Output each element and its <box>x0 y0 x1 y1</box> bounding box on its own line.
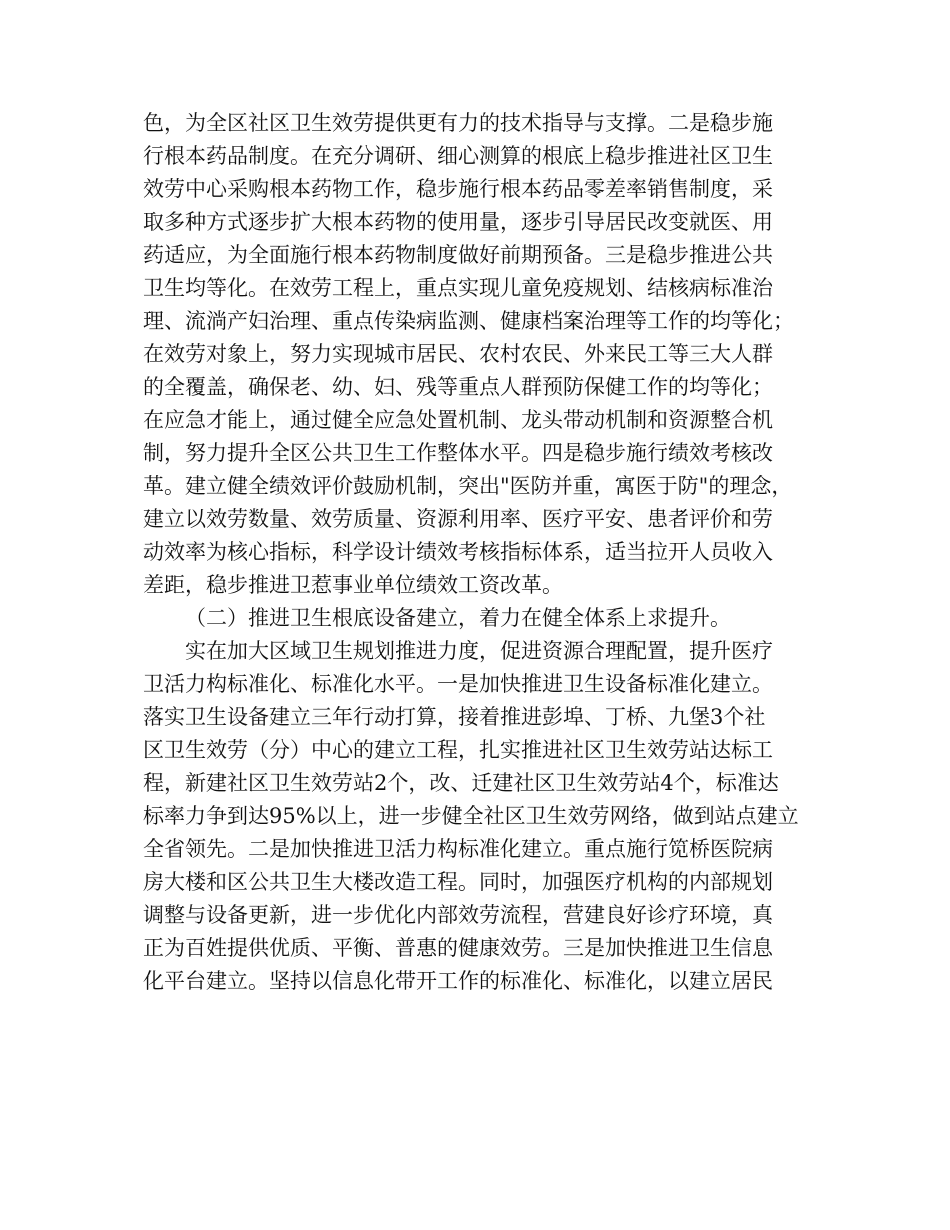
section-heading: （二）推进卫生根底设备建立，着力在健全体系上求提升。 <box>185 606 731 630</box>
paragraph-line: 化平台建立。坚持以信息化带开工作的标准化、标准化，以建立居民 <box>143 969 773 993</box>
document-body <box>143 107 843 998</box>
paragraph-line: 制，努力提升全区公共卫生工作整体水平。四是稳步施行绩效考核改 <box>143 441 773 465</box>
paragraph-line: 建立以效劳数量、效劳质量、资源利用率、医疗平安、患者评价和劳 <box>143 507 773 531</box>
paragraph-line: 卫生均等化。在效劳工程上，重点实现儿童免疫规划、结核病标准治 <box>143 276 773 300</box>
paragraph-line: 在应急才能上，通过健全应急处置机制、龙头带动机制和资源整合机 <box>143 408 773 432</box>
paragraph-line: 程，新建社区卫生效劳站2个，改、迁建社区卫生效劳站4个，标准达 <box>143 771 779 795</box>
paragraph-1 <box>143 107 843 602</box>
paragraph-line: 差距，稳步推进卫惹事业单位绩效工资改革。 <box>143 573 563 597</box>
paragraph-line: 卫活力构标准化、标准化水平。一是加快推进卫生设备标准化建立。 <box>143 672 773 696</box>
paragraph-line: 标率力争到达95%以上，进一步健全社区卫生效劳网络，做到站点建立 <box>143 804 799 828</box>
paragraph-line: 区卫生效劳（分）中心的建立工程，扎实推进社区卫生效劳站达标工 <box>143 738 773 762</box>
paragraph-line: 动效率为核心指标，科学设计绩效考核指标体系，适当拉开人员收入 <box>143 540 773 564</box>
paragraph-line: 全省领先。二是加快推进卫活力构标准化建立。重点施行笕桥医院病 <box>143 837 773 861</box>
paragraph-line: 效劳中心采购根本药物工作，稳步施行根本药品零差率销售制度，采 <box>143 177 773 201</box>
paragraph-line: 落实卫生设备建立三年行动打算，接着推进彭埠、丁桥、九堡3个社 <box>143 705 766 729</box>
paragraph-line: 的全覆盖，确保老、幼、妇、残等重点人群预防保健工作的均等化； <box>143 375 773 399</box>
paragraph-line: 色，为全区社区卫生效劳提供更有力的技术指导与支撑。二是稳步施 <box>143 111 773 135</box>
paragraph-line: 调整与设备更新，进一步优化内部效劳流程，营建良好诊疗环境，真 <box>143 903 773 927</box>
paragraph-line: 取多种方式逐步扩大根本药物的使用量，逐步引导居民改变就医、用 <box>143 210 773 234</box>
paragraph-line: 理、流淌产妇治理、重点传染病监测、健康档案治理等工作的均等化； <box>143 309 794 333</box>
paragraph-line: 房大楼和区公共卫生大楼改造工程。同时，加强医疗机构的内部规划 <box>143 870 773 894</box>
paragraph-line: 正为百姓提供优质、平衡、普惠的健康效劳。三是加快推进卫生信息 <box>143 936 773 960</box>
paragraph-line: 行根本药品制度。在充分调研、细心测算的根底上稳步推进社区卫生 <box>143 144 773 168</box>
paragraph-2 <box>143 635 843 998</box>
paragraph-line: 药适应，为全面施行根本药物制度做好前期预备。三是稳步推进公共 <box>143 243 773 267</box>
paragraph-line: 革。建立健全绩效评价鼓励机制，突出"医防并重，寓医于防"的理念， <box>143 474 793 498</box>
paragraph-line: 在效劳对象上，努力实现城市居民、农村农民、外来民工等三大人群 <box>143 342 773 366</box>
paragraph-line: 实在加大区域卫生规划推进力度，促进资源合理配置，提升医疗 <box>185 639 773 663</box>
